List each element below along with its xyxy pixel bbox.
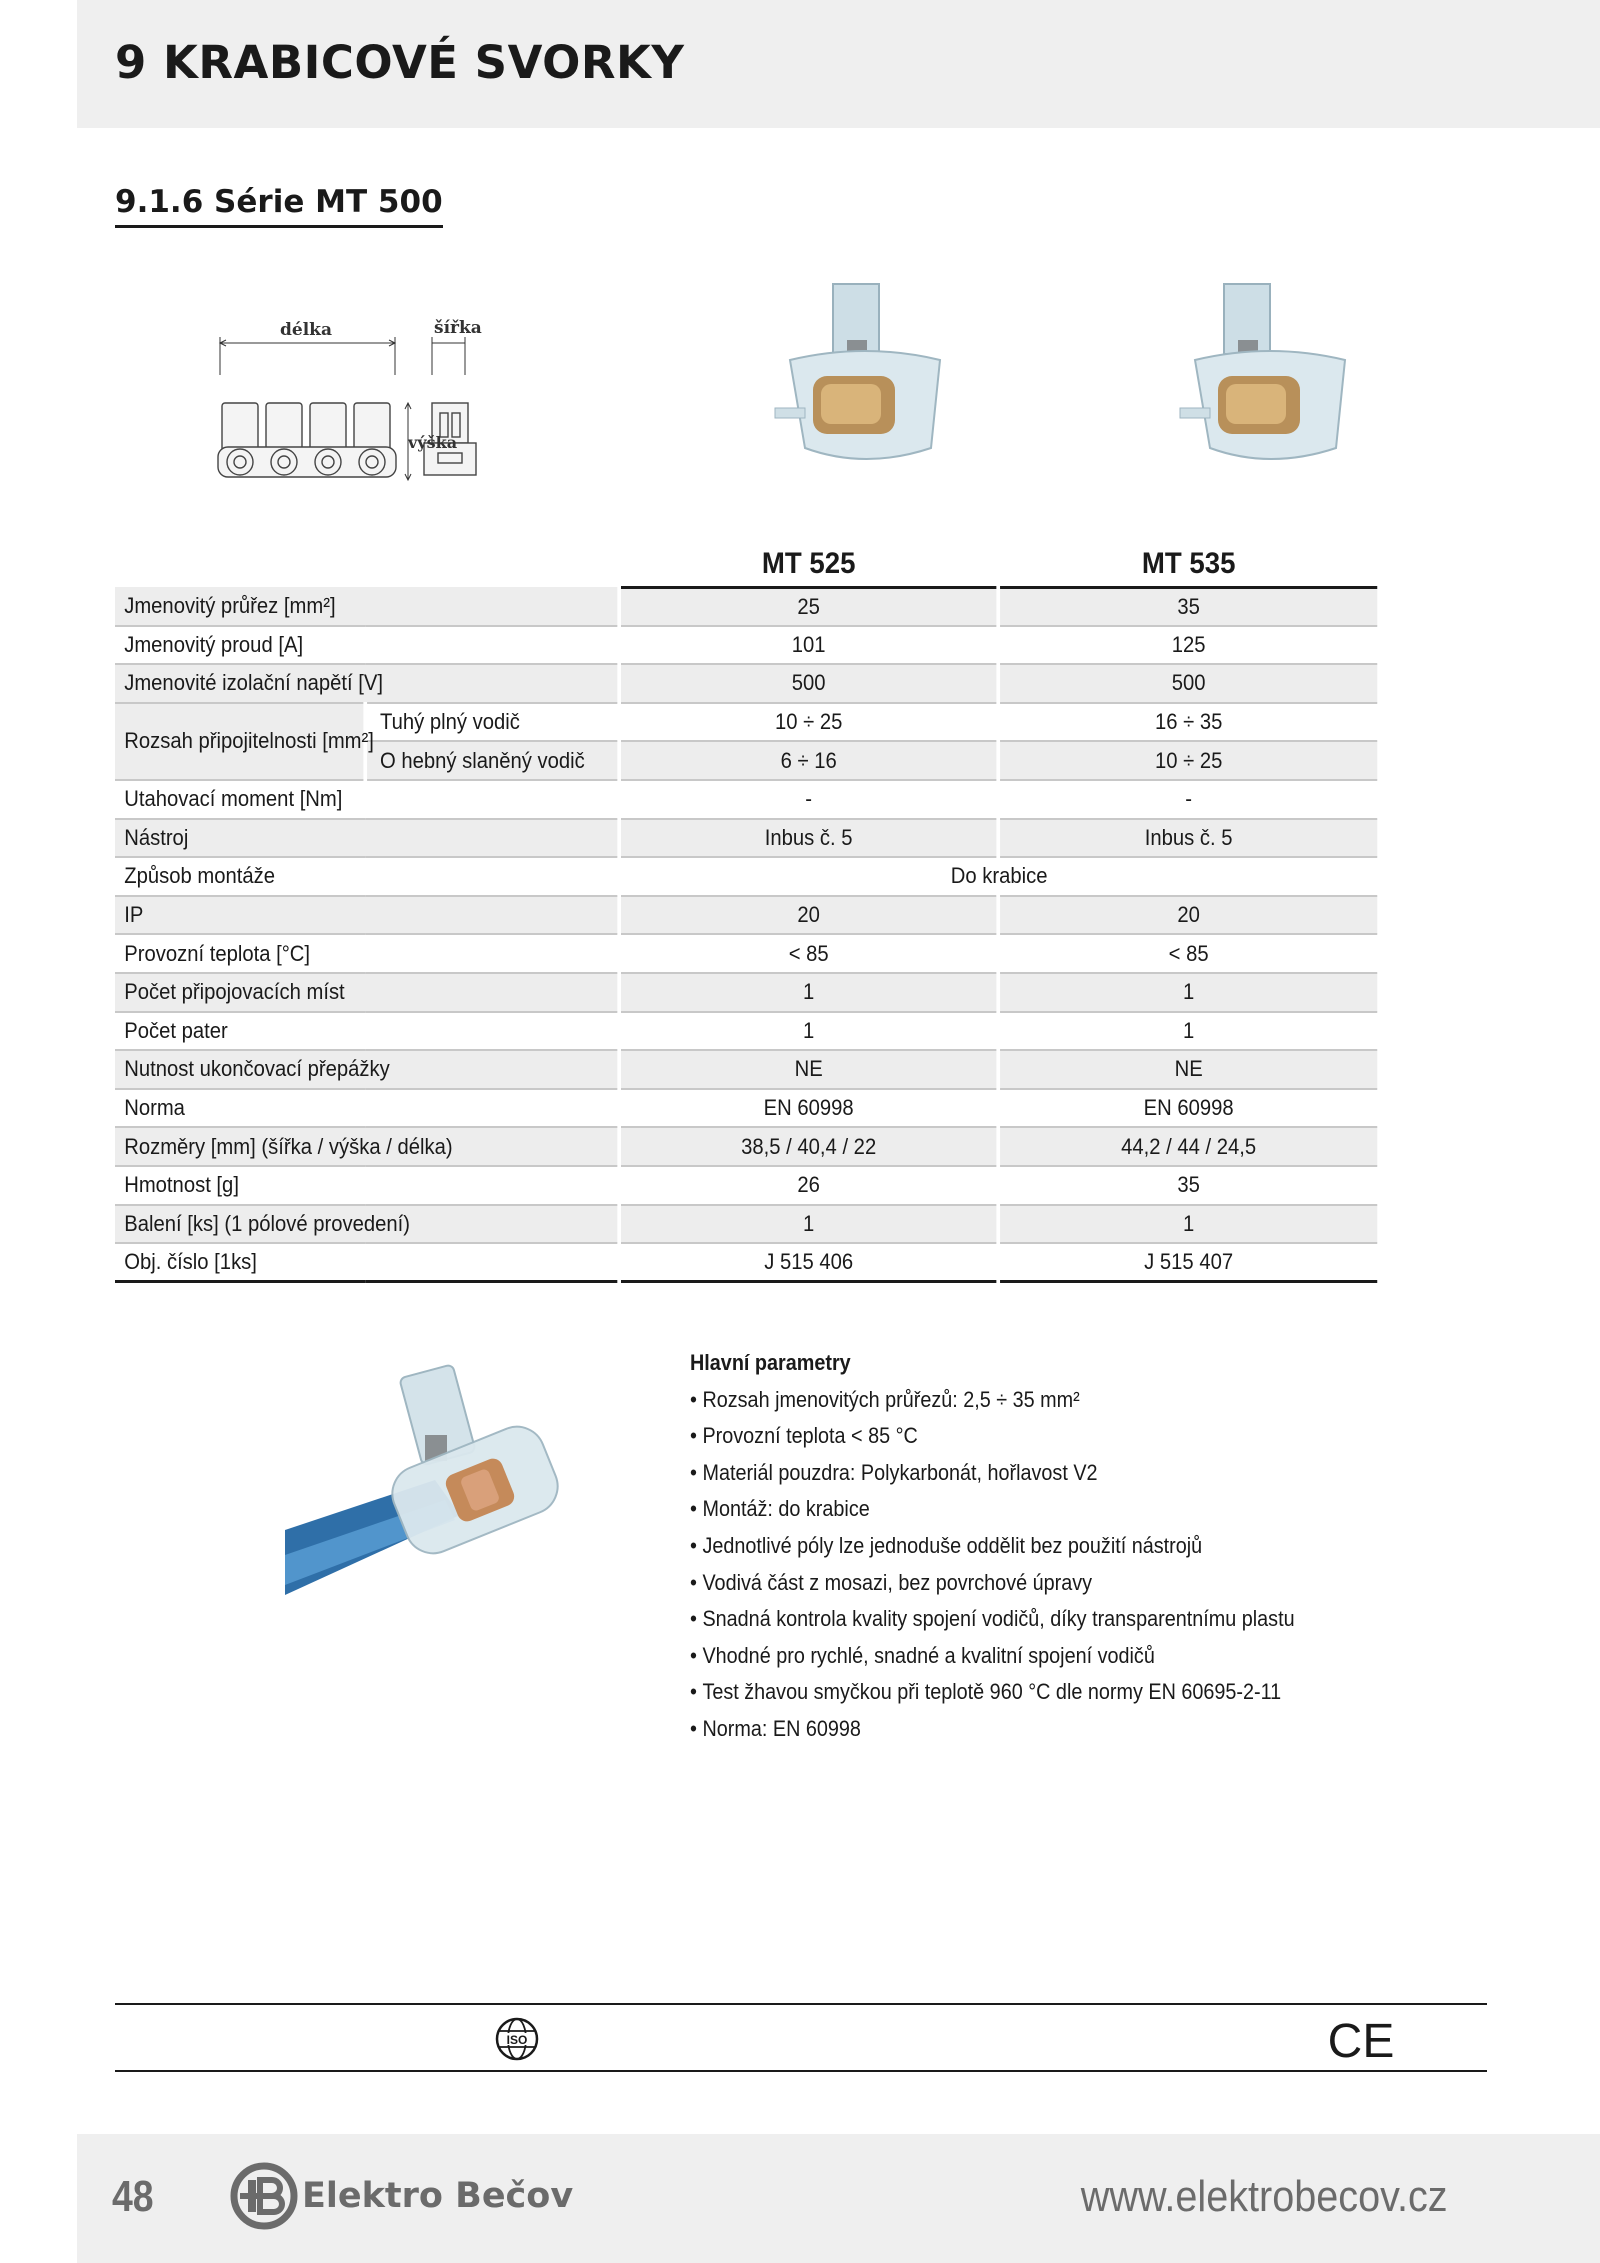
cell-mt525: 20 [619,896,998,935]
cell-mt535: 500 [998,664,1377,703]
iso-icon [494,2016,540,2062]
company-logo-text: Elektro Bečov [302,2176,574,2216]
product-photo-mt525 [765,280,965,480]
row-label: Rozměry [mm] (šířka / výška / délka) [115,1127,619,1166]
table-row [115,1050,1377,1089]
row-label: Nutnost ukončovací přepážky [115,1050,619,1089]
row-label: Balení [ks] (1 pólové provedení) [115,1205,619,1244]
cell-mt525: - [619,780,998,819]
row-label: Počet připojovacích míst [115,973,619,1012]
row-label: Jmenovité izolační napětí [V] [115,664,619,703]
cell-mt525: 26 [619,1166,998,1205]
row-label: Provozní teplota [°C] [115,934,619,973]
cell-mt525: 25 [619,587,998,626]
table-row [115,934,1377,973]
table-row [115,1205,1377,1244]
list-item: • Snadná kontrola kvality spojení vodičů, díky transparentnímu plastu [690,1601,1410,1638]
divider-bottom [115,2070,1487,2072]
cell-mt525: < 85 [619,934,998,973]
list-item: • Provozní teplota < 85 °C [690,1418,1410,1455]
sub-row-label: O hebný slaněný vodič [365,741,619,780]
row-label: Obj. číslo [1ks] [115,1243,619,1282]
dimension-drawing [210,315,482,490]
cell-mt525: 10 ÷ 25 [619,703,998,742]
table-row [115,857,1377,896]
cell-mt535: 1 [998,973,1377,1012]
table-row [115,819,1377,858]
list-item: • Jednotlivé póly lze jednoduše oddělit bez použití nástrojů [690,1528,1410,1565]
cell-mt535: 35 [998,587,1377,626]
cell-mt535: - [998,780,1377,819]
cell-mt525: 1 [619,1205,998,1244]
spec-table [115,545,1377,1283]
product-photo-wires [285,1350,595,1595]
company-logo-icon [228,2160,302,2232]
cell-mt535: 16 ÷ 35 [998,703,1377,742]
table-header-blank [115,545,365,587]
table-row [115,1166,1377,1205]
cell-mt525: 6 ÷ 16 [619,741,998,780]
cell-mt525: NE [619,1050,998,1089]
table-row [115,896,1377,935]
row-label: IP [115,896,619,935]
main-parameters [690,1345,1410,1748]
iso-text: ISO [506,2033,528,2047]
cell-mt535: 35 [998,1166,1377,1205]
cell-mt525: 1 [619,973,998,1012]
table-row [115,1012,1377,1051]
table-row [115,703,1377,742]
cell-mt535: 44,2 / 44 / 24,5 [998,1127,1377,1166]
row-label: Způsob montáže [115,857,619,896]
row-label: Počet pater [115,1012,619,1051]
row-label: Jmenovitý průřez [mm²] [115,587,619,626]
cell-mt535: < 85 [998,934,1377,973]
params-title: Hlavní parametry [690,1350,851,1375]
table-row [115,1089,1377,1128]
cell-mt535: 1 [998,1205,1377,1244]
cell-mt525: 1 [619,1012,998,1051]
cell-mt535: 1 [998,1012,1377,1051]
column-header-mt525: MT 525 [619,545,998,587]
cell-mt525: Inbus č. 5 [619,819,998,858]
table-row [115,1127,1377,1166]
product-photo-mt535 [1170,280,1370,480]
row-label: Utahovací moment [Nm] [115,780,619,819]
ce-mark-icon [1327,2014,1395,2068]
params-list [690,1382,1410,1748]
cell-mt535: NE [998,1050,1377,1089]
width-label: šířka [434,318,482,338]
list-item: • Norma: EN 60998 [690,1711,1410,1748]
length-label: délka [280,320,332,340]
cell-mt525: 101 [619,626,998,665]
website-link[interactable]: www.elektrobecov.cz [1081,2172,1448,2221]
chapter-title: 9 KRABICOVÉ SVORKY [115,36,685,89]
cell-mt525: J 515 406 [619,1243,998,1282]
cell-mt535: 10 ÷ 25 [998,741,1377,780]
row-label: Norma [115,1089,619,1128]
divider-top [115,2003,1487,2005]
table-header-blank [365,545,619,587]
row-label: Nástroj [115,819,619,858]
list-item: • Test žhavou smyčkou při teplotě 960 °C dle normy EN 60695-2-11 [690,1674,1410,1711]
table-row [115,664,1377,703]
table-row [115,626,1377,665]
page-number: 48 [112,2172,154,2221]
table-row [115,1243,1377,1282]
cell-mt525: 500 [619,664,998,703]
cell-merged: Do krabice [619,857,1377,896]
list-item: • Vodivá část z mosazi, bez povrchové úpravy [690,1565,1410,1602]
table-header-row [115,545,1377,587]
cell-mt525: EN 60998 [619,1089,998,1128]
cell-mt535: 125 [998,626,1377,665]
row-label: Jmenovitý proud [A] [115,626,619,665]
table-row [115,780,1377,819]
row-label: Rozsah připojitelnosti [mm²] [115,703,365,780]
list-item: • Montáž: do krabice [690,1491,1410,1528]
cell-mt535: 20 [998,896,1377,935]
ce-text: CE [1327,2015,1395,2068]
cell-mt535: J 515 407 [998,1243,1377,1282]
cell-mt535: Inbus č. 5 [998,819,1377,858]
cell-mt525: 38,5 / 40,4 / 22 [619,1127,998,1166]
list-item: • Materiál pouzdra: Polykarbonát, hořlavost V2 [690,1455,1410,1492]
row-label: Hmotnost [g] [115,1166,619,1205]
table-row [115,973,1377,1012]
section-title: 9.1.6 Série MT 500 [115,184,443,228]
height-label: výška [408,433,458,452]
column-header-mt535: MT 535 [998,545,1377,587]
list-item: • Rozsah jmenovitých průřezů: 2,5 ÷ 35 mm² [690,1382,1410,1419]
sub-row-label: Tuhý plný vodič [365,703,619,742]
table-row [115,587,1377,626]
cell-mt535: EN 60998 [998,1089,1377,1128]
list-item: • Vhodné pro rychlé, snadné a kvalitní spojení vodičů [690,1638,1410,1675]
